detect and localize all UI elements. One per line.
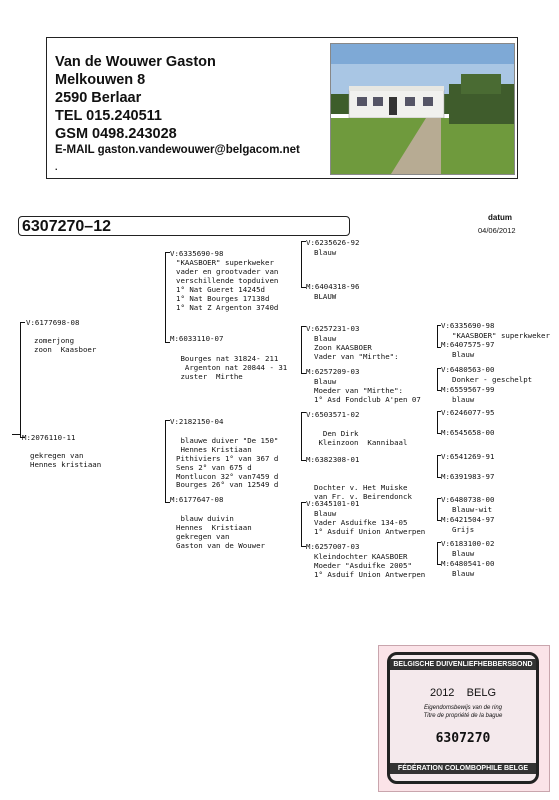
owner-city: 2590 Berlaar (55, 90, 142, 106)
g3-entry-2: V:6257231-03 (306, 324, 360, 333)
g4-notes-2: Donker - geschelpt (452, 375, 533, 384)
g4-entry-4: V:6246077-95 (441, 408, 495, 417)
g3-notes-6: Blauw Vader Asduifke 134-05 1° Asduif Union Antwerpen (314, 509, 426, 536)
ring-number-box (18, 216, 350, 236)
g3-entry-5: M:6382308-01 (306, 455, 360, 464)
g4-notes-10: Blauw (452, 549, 475, 558)
g4-entry-0: V:6335690-98 (441, 321, 495, 330)
g2-entry-0: V:6335690-98 (170, 249, 224, 258)
g4-notes-11: Blauw (452, 569, 475, 578)
owner-street: Melkouwen 8 (55, 72, 146, 88)
certificate-year-country: 2012 BELG (429, 687, 497, 699)
g2-entry-3: M:6177647-08 (170, 495, 224, 504)
g4-entry-11: M:6480541-00 (441, 559, 495, 568)
g3-notes-0: Blauw (314, 248, 337, 257)
mother-notes: gekregen van Hennes kristiaan (30, 451, 102, 469)
g3-entry-0: V:6235626-92 (306, 238, 360, 247)
g4-entry-7: M:6391983-97 (441, 472, 495, 481)
g4-entry-2: V:6480563-00 (441, 365, 495, 374)
g3-notes-2: Blauw Zoon KAASBOER Vader van "Mirthe": (314, 334, 399, 361)
g4-entry-8: V:6480738-00 (441, 495, 495, 504)
datum-label: datum (488, 213, 512, 222)
owner-email: E-MAIL gaston.vandewouwer@belgacom.net (55, 144, 300, 156)
g3-entry-6: V:6345101-01 (306, 499, 360, 508)
owner-gsm: GSM 0498.243028 (55, 126, 177, 142)
owner-tel: TEL 015.240511 (55, 108, 162, 124)
header-dot: . (55, 162, 58, 172)
g4-notes-1: Blauw (452, 350, 475, 359)
g3-entry-4: V:6503571-02 (306, 410, 360, 419)
certificate-number: 6307270 (435, 731, 491, 746)
g4-entry-10: V:6183100-02 (441, 539, 495, 548)
g4-notes-3: blauw (452, 395, 475, 404)
g3-notes-4: Den Dirk Kleinzoon Kannibaal (318, 428, 408, 447)
g4-notes-9: Grijs (452, 525, 475, 534)
ring-number: 6307270–12 (22, 218, 111, 235)
certificate-line2: Titre de propriété de la bague (423, 713, 503, 719)
g3-entry-3: M:6257209-03 (306, 367, 360, 376)
g4-notes-0: "KAASBOER" superkweker (452, 331, 550, 340)
g2-notes-1: Bourges nat 31824- 211 Argenton nat 20844 - 31 zuster Mirthe (180, 353, 288, 381)
mother-entry: M:2076110-11 (22, 433, 76, 442)
g2-notes-0: "KAASBOER" superkweker vader en grootvader van verschillende topduiven 1° Nat Gueret 14245d 1° Nat Bourges 17138d 1° Nat Z Argenton 3740d (176, 258, 279, 312)
house-photo (330, 43, 515, 175)
g3-notes-3: Blauw Moeder van "Mirthe": 1° Asd Fondclub A'pen 07 (314, 377, 421, 404)
certificate-frame (387, 652, 539, 784)
g2-notes-3: blauw duivin Hennes Kristiaan gekregen van Gaston van de Wouwer (176, 513, 265, 550)
self-notes: zomerjong zoon Kaasboer (34, 336, 97, 354)
g3-notes-5: Dochter v. Het Muiske van Fr. v. Beirendonck (314, 482, 412, 501)
g3-notes-7: Kleindochter KAASBOER Moeder "Asduifke 2005" 1° Asduif Union Antwerpen (314, 552, 426, 579)
g2-entry-2: V:2182150-04 (170, 417, 224, 426)
g3-entry-7: M:6257007-03 (306, 542, 360, 551)
pedigree-date: 04/06/2012 (478, 226, 516, 235)
g2-notes-2: blauwe duiver "De 150" Hennes Kristiaan Pithiviers 1° van 367 d Sens 2° van 675 d Montlucon 32° van7459 d Bourges 26° van 12549 d (176, 435, 279, 490)
g3-entry-1: M:6404318-96 (306, 282, 360, 291)
certificate-line1: Eigendomsbewijs van de ring (423, 705, 503, 711)
g2-entry-1: M:6033110-07 (170, 334, 224, 343)
certificate-org-bottom: FÉDÉRATION COLOMBOPHILE BELGE (390, 763, 536, 774)
g4-entry-5: M:6545658-00 (441, 428, 495, 437)
ring-certificate (378, 645, 550, 792)
g4-entry-3: M:6559567-99 (441, 385, 495, 394)
owner-name: Van de Wouwer Gaston (55, 54, 216, 70)
g3-notes-1: BLAUW (314, 292, 337, 301)
self-entry: V:6177698-08 (26, 318, 80, 327)
g4-entry-1: M:6407575-97 (441, 340, 495, 349)
certificate-org-top: BELGISCHE DUIVENLIEFHEBBERSBOND (390, 659, 536, 670)
header-box (46, 37, 518, 179)
g4-notes-8: Blauw-wit (452, 505, 493, 514)
g4-entry-9: M:6421504-97 (441, 515, 495, 524)
g4-entry-6: V:6541269-91 (441, 452, 495, 461)
